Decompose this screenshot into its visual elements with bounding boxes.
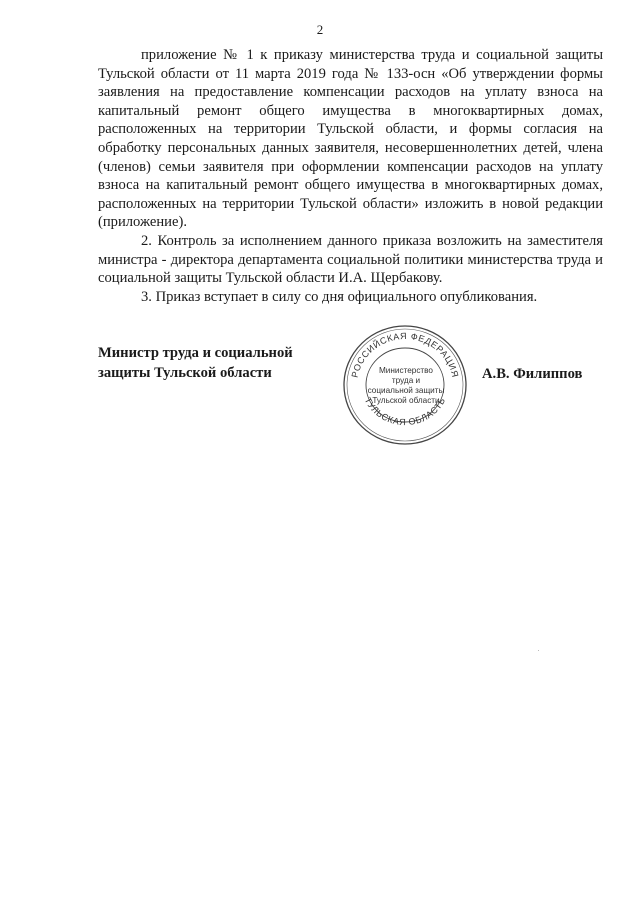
seal-center-line-3: социальной защиты [367, 386, 445, 395]
paragraph-3: 3. Приказ вступает в силу со дня официального опубликования. [141, 288, 538, 305]
signatory-title-line-1: Министр труда и социальной [98, 345, 293, 361]
seal-center-line-2: труда и [391, 376, 421, 385]
paragraph-1: приложение № 1 к приказу министерства труда и социальной защиты Тульской области от 11 марта 2019 года № 133-осн «Об утверждении формы заявления на предоставление компенсации расходов на уплату взноса на капитальный ремонт общего имущества в многоквартирных домах, расположенных на территории Тульской области, и формы согласия на обработку персональных данных заявителя, несовершеннолетних детей, члена (членов) семьи заявителя при оформлении компенсации расходов на уплату взноса на капитальный ремонт общего имущества в многоквартирных домах, расположенных на территории Тульской области» изложить в новой редакции (приложение). [98, 47, 603, 231]
signatory-title [98, 343, 293, 383]
paragraph-2: 2. Контроль за исполнением данного приказа возложить на заместителя министра - директора департамента социальной политики министерства труда и социальной защиты Тульской области И.А. Щербакову. [98, 232, 603, 287]
document-body [98, 46, 603, 306]
seal-ring-top-text: РОССИЙСКАЯ ФЕДЕРАЦИЯ [349, 330, 461, 379]
official-seal-stamp [340, 322, 470, 448]
seal-center-line-1: Министерство [378, 366, 434, 375]
signatory-name: А.В. Филиппов [482, 366, 583, 382]
seal-center-line-4: Тульской области [372, 396, 440, 405]
page-number: 2 [316, 22, 324, 37]
signatory-title-line-2: защиты Тульской области [98, 365, 272, 381]
scan-speck [538, 650, 539, 651]
seal-ring-bottom-text: ТУЛЬСКАЯ ОБЛАСТЬ [362, 395, 448, 428]
